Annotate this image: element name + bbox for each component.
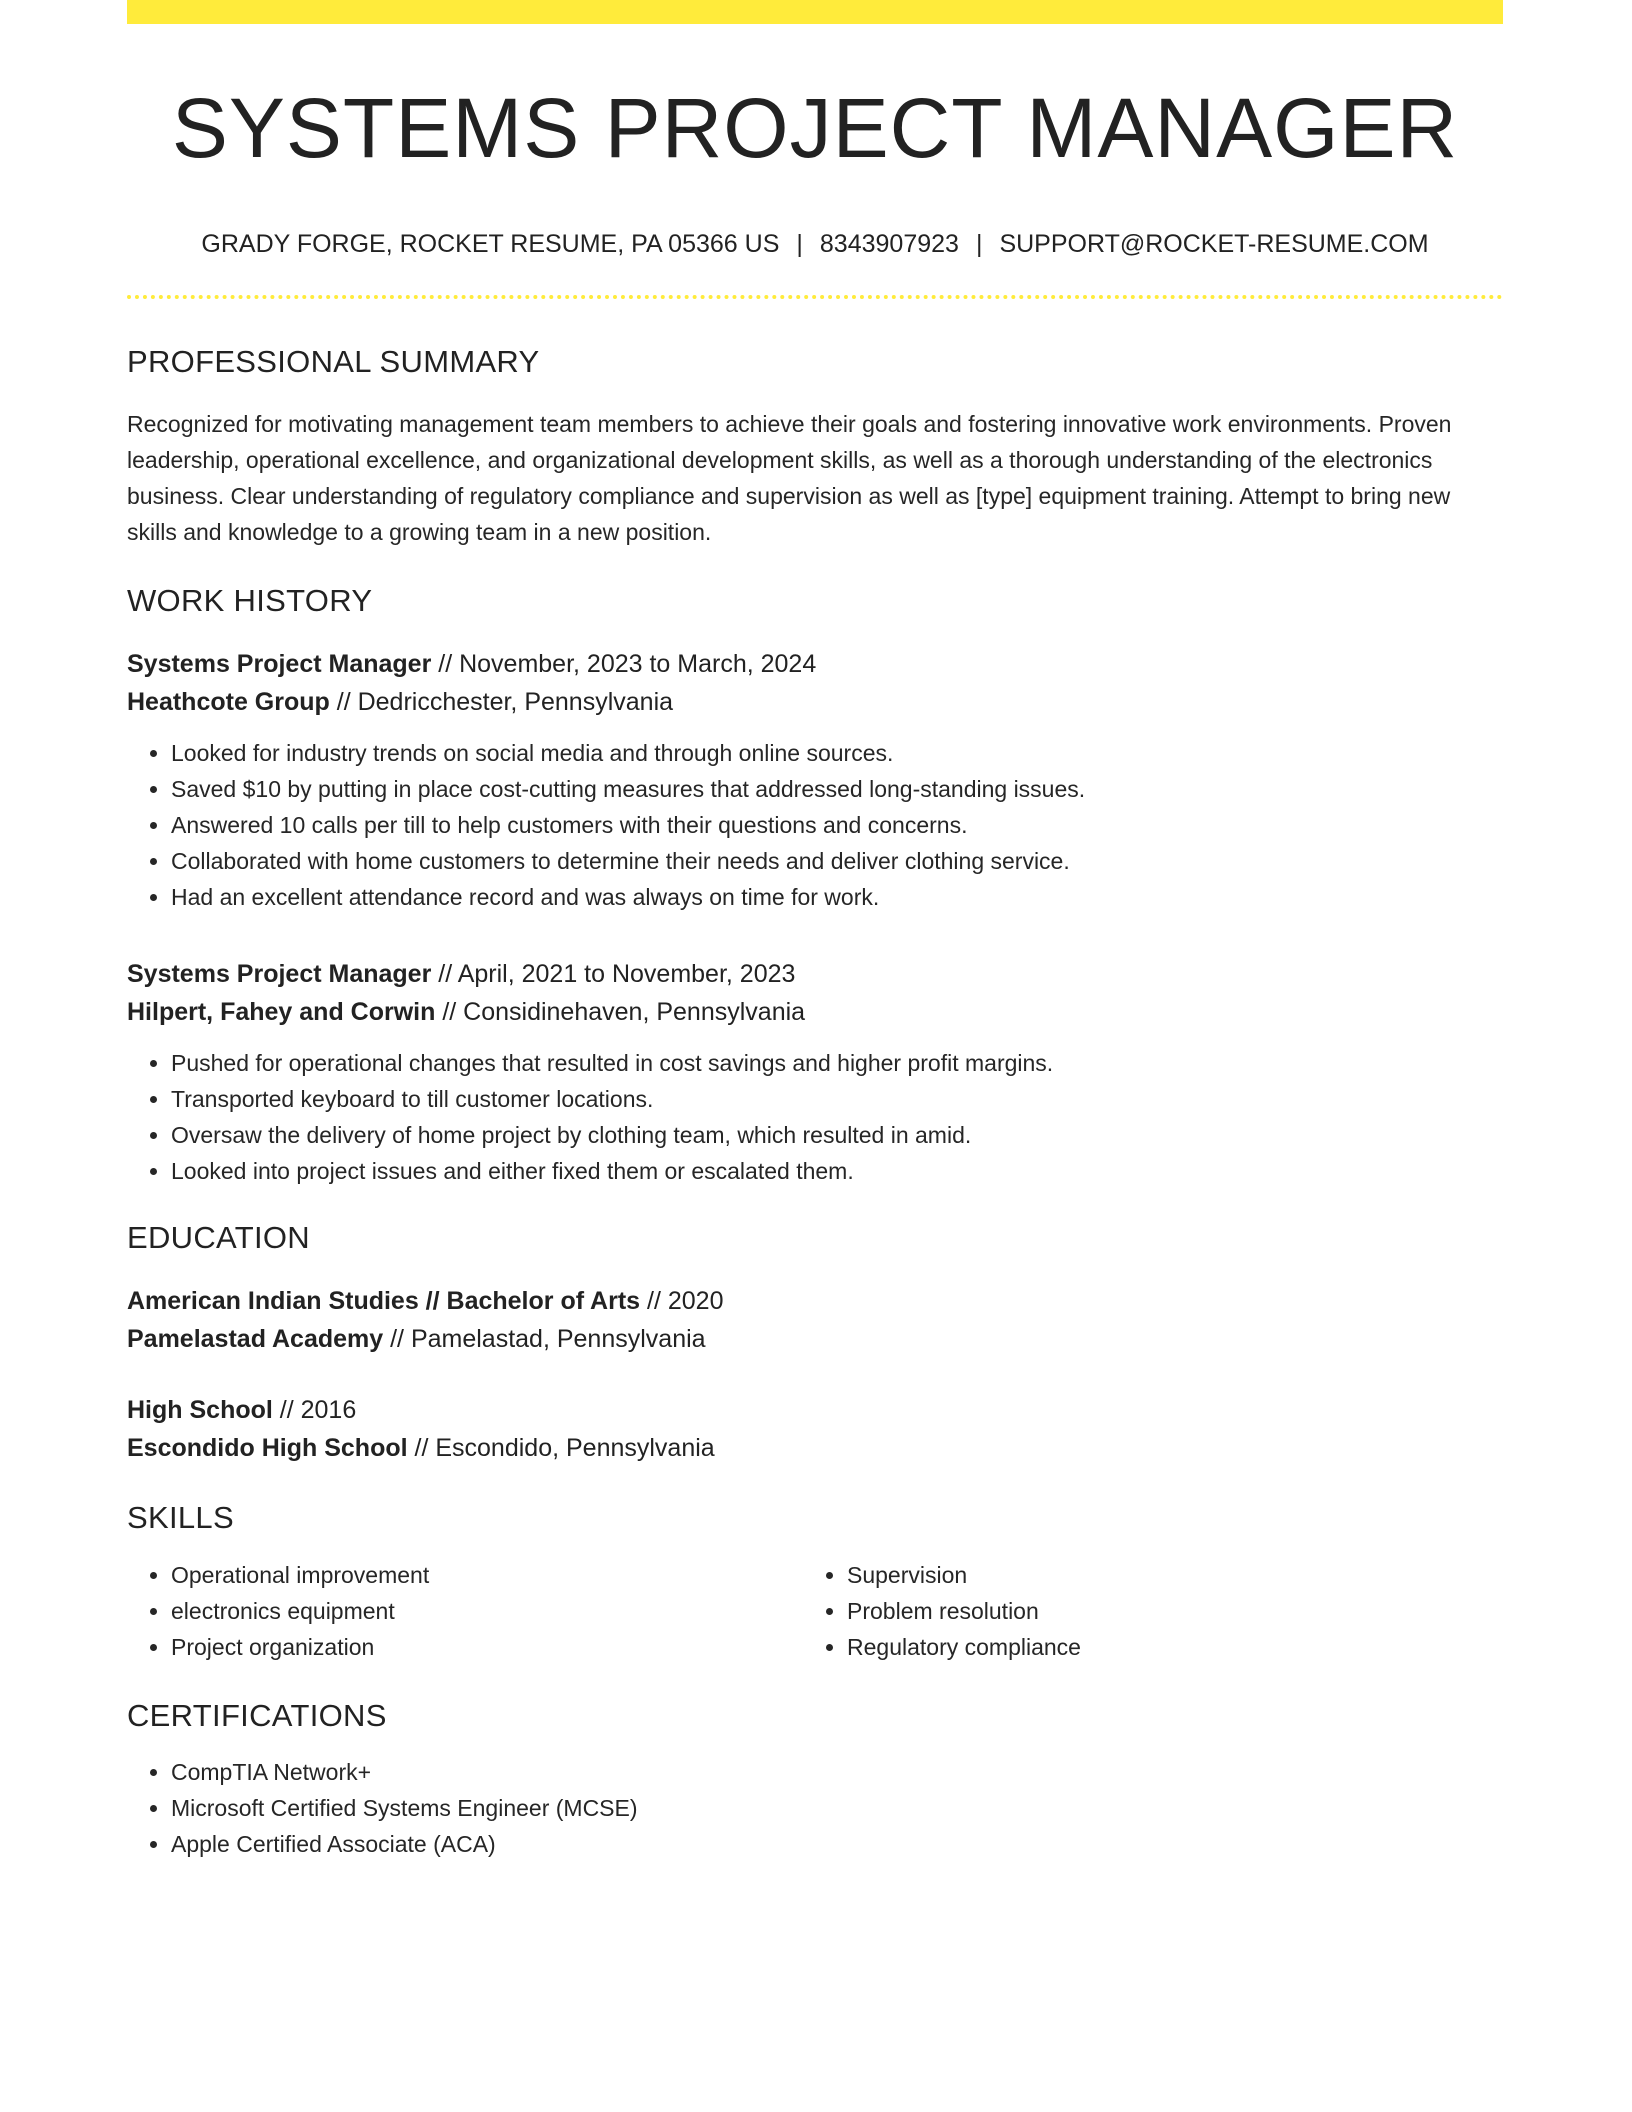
summary-heading: PROFESSIONAL SUMMARY bbox=[127, 343, 540, 379]
skills-list-left bbox=[127, 1557, 803, 1665]
education-heading: EDUCATION bbox=[127, 1220, 310, 1256]
summary-text: Recognized for motivating management team members to achieve their goals and fostering innovative work environments. Proven leadership, operational excellence, and organizational development skills, as well as a thorough understanding of the electronics business. Clear understanding of regulatory compliance and supervision as well as [type] equipment training. Attempt to bring new skills and knowledge to a growing team in a new position. bbox=[127, 411, 1452, 546]
job-bullet: • Collaborated with home customers to determine their needs and deliver clothing service. bbox=[171, 843, 1503, 879]
skills-heading: SKILLS bbox=[127, 1500, 234, 1536]
job-bullet: • Pushed for operational changes that resulted in cost savings and higher profit margins. bbox=[171, 1045, 1503, 1081]
job-bullets bbox=[127, 735, 1503, 915]
skill-item: • Supervision bbox=[847, 1557, 1503, 1593]
job-entry bbox=[127, 645, 1503, 915]
contact-email: SUPPORT@ROCKET-RESUME.COM bbox=[999, 230, 1429, 259]
skill-item: • Regulatory compliance bbox=[847, 1629, 1503, 1665]
certification-item: • CompTIA Network+ bbox=[171, 1754, 1503, 1790]
job-role: Systems Project Manager bbox=[127, 960, 432, 989]
education-entry bbox=[127, 1391, 1503, 1467]
work-history-heading: WORK HISTORY bbox=[127, 583, 373, 619]
certifications-list bbox=[127, 1754, 1503, 1862]
skill-item: • electronics equipment bbox=[171, 1593, 803, 1629]
job-role: Systems Project Manager bbox=[127, 650, 432, 679]
job-bullet: • Saved $10 by putting in place cost-cutting measures that addressed long-standing issues. bbox=[171, 771, 1503, 807]
job-bullet: • Oversaw the delivery of home project by clothing team, which resulted in amid. bbox=[171, 1117, 1503, 1153]
skill-item: • Problem resolution bbox=[847, 1593, 1503, 1629]
job-company-line bbox=[127, 683, 1503, 721]
skills-grid bbox=[127, 1557, 1503, 1665]
job-bullet: • Answered 10 calls per till to help customers with their questions and concerns. bbox=[171, 807, 1503, 843]
job-dates: // April, 2021 to November, 2023 bbox=[431, 960, 796, 989]
resume-page bbox=[127, 0, 1503, 1862]
dotted-divider bbox=[127, 295, 1503, 299]
contact-phone: 8343907923 bbox=[819, 230, 959, 259]
job-role-line bbox=[127, 955, 1503, 993]
job-company: Hilpert, Fahey and Corwin bbox=[127, 998, 436, 1027]
job-dates: // November, 2023 to March, 2024 bbox=[431, 650, 817, 679]
job-bullet: • Looked into project issues and either fixed them or escalated them. bbox=[171, 1153, 1503, 1189]
education-entry bbox=[127, 1282, 1503, 1358]
job-bullet: • Looked for industry trends on social media and through online sources. bbox=[171, 735, 1503, 771]
job-bullet: • Had an excellent attendance record and was always on time for work. bbox=[171, 879, 1503, 915]
education-location: // Pamelastad, Pennsylvania bbox=[383, 1325, 706, 1354]
education-year: // 2020 bbox=[640, 1287, 724, 1316]
education-school: Pamelastad Academy bbox=[127, 1325, 384, 1354]
certifications-heading: CERTIFICATIONS bbox=[127, 1697, 387, 1733]
contact-line bbox=[127, 228, 1503, 261]
certification-item: • Apple Certified Associate (ACA) bbox=[171, 1826, 1503, 1862]
education-year: // 2016 bbox=[272, 1396, 357, 1425]
job-location: // Considinehaven, Pennsylvania bbox=[435, 998, 806, 1027]
job-bullets bbox=[127, 1045, 1503, 1189]
education-school-line bbox=[127, 1320, 1503, 1358]
contact-address: GRADY FORGE, ROCKET RESUME, PA 05366 US bbox=[201, 230, 780, 259]
education-degree-line bbox=[127, 1282, 1503, 1320]
education-degree-line bbox=[127, 1391, 1503, 1429]
job-role-line bbox=[127, 645, 1503, 683]
contact-separator: | bbox=[975, 230, 983, 259]
job-bullet: • Transported keyboard to till customer locations. bbox=[171, 1081, 1503, 1117]
skills-list-right bbox=[803, 1557, 1503, 1665]
certification-item: • Microsoft Certified Systems Engineer (MCSE) bbox=[171, 1790, 1503, 1826]
job-company: Heathcote Group bbox=[127, 688, 330, 717]
resume-title: SYSTEMS PROJECT MANAGER bbox=[171, 81, 1459, 175]
job-location: // Dedricchester, Pennsylvania bbox=[329, 688, 674, 717]
job-entry bbox=[127, 955, 1503, 1189]
job-company-line bbox=[127, 993, 1503, 1031]
education-location: // Escondido, Pennsylvania bbox=[407, 1434, 715, 1463]
education-degree: High School bbox=[127, 1396, 273, 1425]
accent-top-bar bbox=[127, 0, 1503, 24]
education-degree: American Indian Studies // Bachelor of Arts bbox=[127, 1287, 641, 1316]
skill-item: • Project organization bbox=[171, 1629, 803, 1665]
contact-separator: | bbox=[796, 230, 803, 259]
skill-item: • Operational improvement bbox=[171, 1557, 803, 1593]
education-school-line bbox=[127, 1429, 1503, 1467]
education-school: Escondido High School bbox=[127, 1434, 408, 1463]
